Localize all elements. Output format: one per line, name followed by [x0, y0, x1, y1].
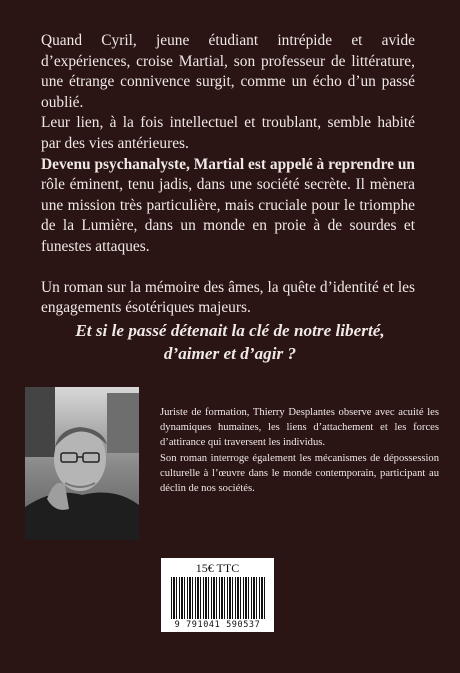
synopsis-paragraph-2: Leur lien, à la fois intellectuel et troublant, semble habité par des vies antérieures.	[41, 114, 415, 152]
price-barcode-box	[161, 558, 274, 632]
author-portrait-image	[25, 387, 139, 540]
synopsis-paragraph-3-rest: rôle éminent, tenu jadis, dans une société secrète. Il mènera une mission très particulière, mais cruciale pour le triomphe de la Lumière, dans un monde en proie à de sourdes et funestes attaques.	[41, 176, 415, 255]
synopsis-paragraph-1: Quand Cyril, jeune étudiant intrépide et avide d’expériences, croise Martial, son professeur de littérature, une étrange connivence surgit, comme un écho d’un passé oublié.	[41, 32, 415, 111]
tagline	[30, 319, 430, 365]
synopsis-paragraph-3	[41, 155, 415, 258]
author-bio-paragraph-1: Juriste de formation, Thierry Desplantes observe avec acuité les dynamiques humaines, les liens d’attachement et les forces d’attirance qui traversent les individus.	[160, 407, 439, 449]
author-bio	[160, 405, 439, 496]
synopsis-bold-lead: Devenu psychanalyste, Martial est appelé à reprendre un	[41, 155, 415, 173]
isbn-barcode	[171, 577, 266, 619]
synopsis	[41, 31, 415, 319]
synopsis-paragraph-4: Un roman sur la mémoire des âmes, la quête d’identité et les engagements ésotériques majeurs.	[41, 278, 415, 317]
isbn-number: 9 791041 590537	[174, 620, 261, 630]
author-photo	[25, 387, 139, 540]
author-bio-paragraph-2: Son roman interroge également les mécanismes de dépossession culturelle à l’œuvre dans le monde contemporain, participant au déclin de nos sociétés.	[160, 452, 439, 495]
tagline-line-1: Et si le passé détenait la clé de notre liberté,	[75, 321, 385, 340]
price-label: 15€ TTC	[195, 561, 240, 575]
tagline-line-2: d’aimer et d’agir ?	[163, 344, 297, 363]
